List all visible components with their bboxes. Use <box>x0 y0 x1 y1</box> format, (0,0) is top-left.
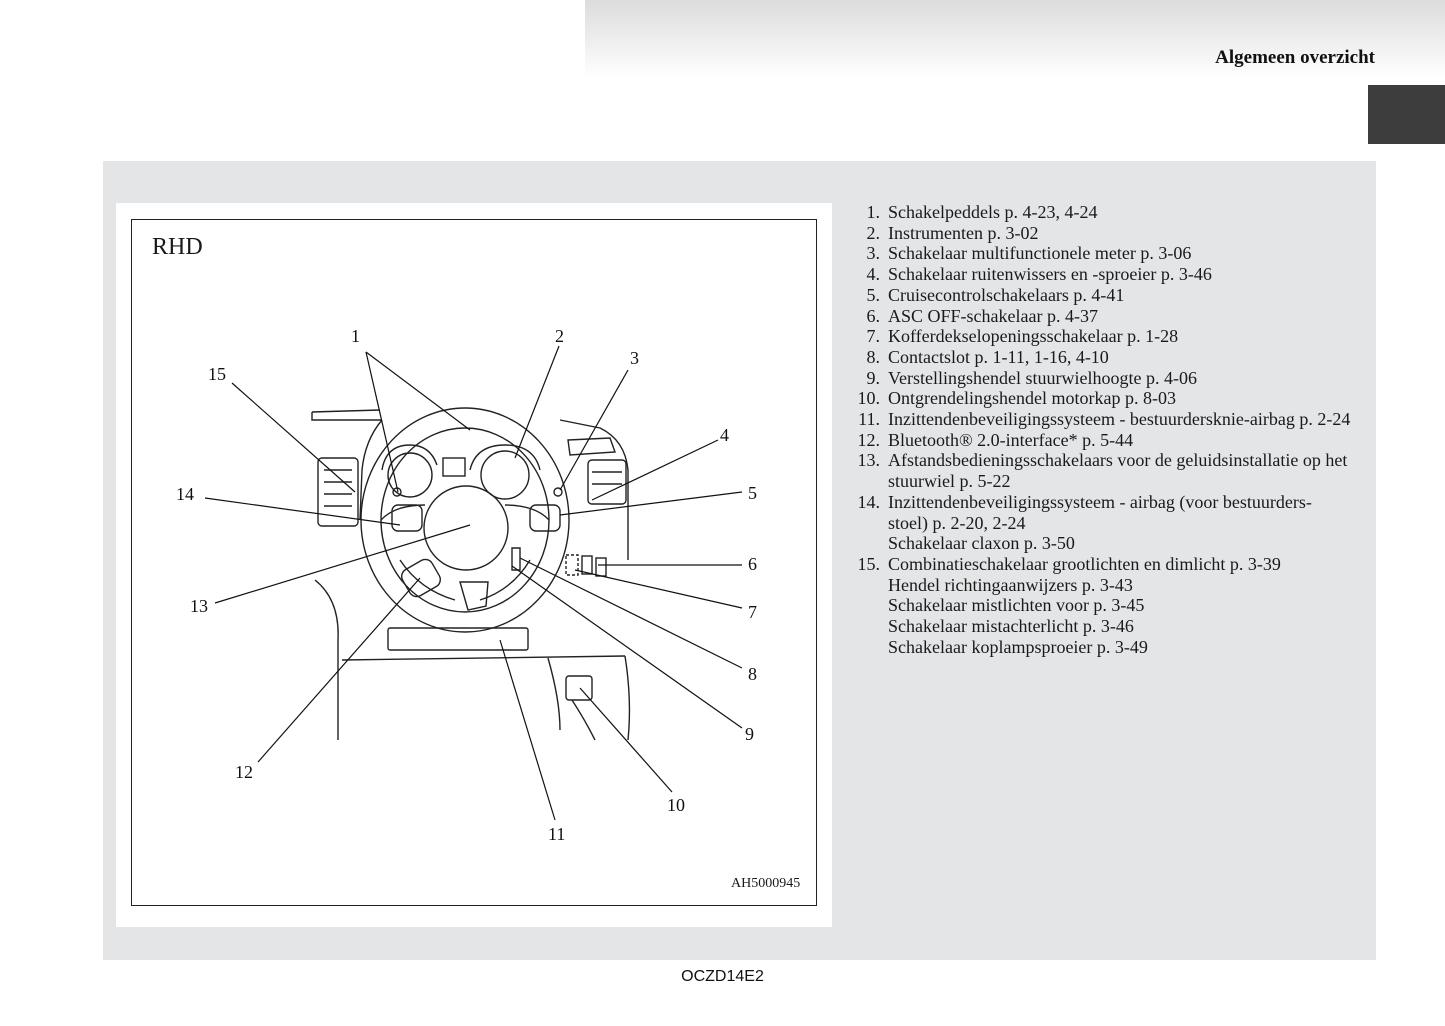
figure-title: RHD <box>152 234 203 260</box>
list-item-number: 4. <box>866 264 880 285</box>
callout-3: 3 <box>630 348 639 368</box>
callout-5: 5 <box>748 483 757 503</box>
list-item-number: 12. <box>857 429 880 450</box>
list-item-text: Afstandsbedieningsschakelaars voor de geluidsinstallatie op het <box>888 450 1348 471</box>
component-list <box>850 202 1370 657</box>
list-item-number: 10. <box>857 388 880 409</box>
list-item <box>850 285 1370 306</box>
list-item-number: 11. <box>858 409 880 430</box>
list-item-text: Schakelaar mistlichten voor p. 3-45 <box>888 595 1145 616</box>
list-item-number: 8. <box>866 346 880 367</box>
list-item <box>850 223 1370 244</box>
list-item <box>850 264 1370 285</box>
list-item <box>850 388 1370 409</box>
callout-6: 6 <box>748 554 757 574</box>
list-item <box>850 243 1370 264</box>
list-item-text: Contactslot p. 1-11, 1-16, 4-10 <box>888 346 1109 367</box>
callout-15: 15 <box>208 364 226 384</box>
list-item <box>850 202 1370 223</box>
list-item-text: Ontgrendelingshendel motorkap p. 8-03 <box>888 388 1176 409</box>
callout-2: 2 <box>555 326 564 346</box>
list-item-number: 2. <box>866 222 880 243</box>
callout-9: 9 <box>745 724 754 744</box>
list-item-text: Instrumenten p. 3-02 <box>888 222 1039 243</box>
callout-8: 8 <box>748 664 757 684</box>
page-section-title: Algemeen overzicht <box>1215 47 1375 68</box>
list-item <box>850 368 1370 389</box>
list-item-text: Kofferdekselopeningsschakelaar p. 1-28 <box>888 326 1179 347</box>
list-item-number: 14. <box>857 491 880 512</box>
list-item-text: Combinatieschakelaar grootlichten en dimlicht p. 3-39 <box>888 553 1281 574</box>
list-item <box>850 306 1370 327</box>
callout-13: 13 <box>190 596 208 616</box>
callout-11: 11 <box>548 824 566 844</box>
list-item-text: Schakelaar multifunctionele meter p. 3-06 <box>888 243 1192 264</box>
figure-code: AH5000945 <box>731 876 801 891</box>
list-item-number: 13. <box>857 450 880 471</box>
list-item-text: Schakelpeddels p. 4-23, 4-24 <box>888 202 1098 222</box>
list-item <box>850 554 1370 658</box>
list-item-text: ASC OFF-schakelaar p. 4-37 <box>888 305 1098 326</box>
callout-10: 10 <box>667 795 685 815</box>
list-item-number: 1. <box>866 202 880 222</box>
list-item-text: Schakelaar koplampsproeier p. 3-49 <box>888 636 1148 657</box>
list-item <box>850 326 1370 347</box>
list-item-text: Verstellingshendel stuurwielhoogte p. 4-06 <box>888 367 1197 388</box>
list-item-text: Schakelaar claxon p. 3-50 <box>888 533 1075 554</box>
list-item-text: Schakelaar ruitenwissers en -sproeier p. 3-46 <box>888 264 1212 285</box>
list-item-text: stoel) p. 2-20, 2-24 <box>888 512 1026 533</box>
list-item-text: Bluetooth® 2.0-interface* p. 5-44 <box>888 429 1134 450</box>
callout-12: 12 <box>235 762 253 782</box>
list-item-number: 3. <box>866 243 880 264</box>
list-item-text: stuurwiel p. 5-22 <box>888 471 1011 492</box>
list-item-text: Hendel richtingaanwijzers p. 3-43 <box>888 574 1133 595</box>
list-item-text: Cruisecontrolschakelaars p. 4-41 <box>888 284 1125 305</box>
list-item <box>850 492 1370 554</box>
callout-7: 7 <box>748 602 757 622</box>
list-item-number: 15. <box>857 553 880 574</box>
document-code: OCZD14E2 <box>681 968 764 985</box>
list-item-text: Inzittendenbeveiligingssysteem - airbag (voor bestuurders- <box>888 491 1312 512</box>
list-item-text: Inzittendenbeveiligingssysteem - bestuurdersknie-airbag p. 2-24 <box>888 409 1351 430</box>
list-item-number: 5. <box>866 284 880 305</box>
list-item-number: 6. <box>866 305 880 326</box>
list-item <box>850 409 1370 430</box>
callout-1: 1 <box>351 326 360 346</box>
list-item <box>850 450 1370 491</box>
callout-4: 4 <box>720 425 729 445</box>
list-item <box>850 347 1370 368</box>
list-item-text: Schakelaar mistachterlicht p. 3-46 <box>888 616 1134 637</box>
list-item-number: 9. <box>866 367 880 388</box>
list-item <box>850 430 1370 451</box>
callout-14: 14 <box>176 484 194 504</box>
list-item-number: 7. <box>866 326 880 347</box>
